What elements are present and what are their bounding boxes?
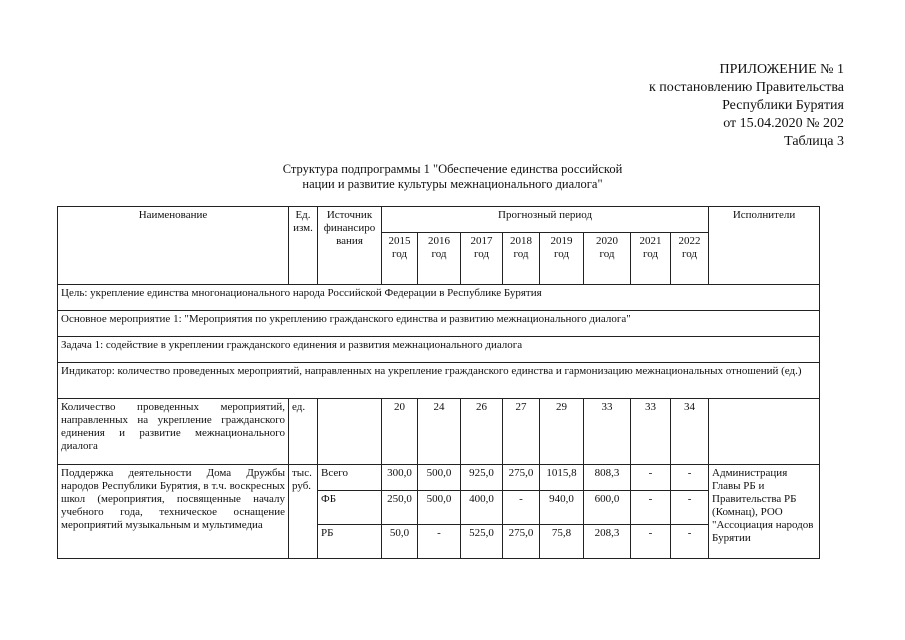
support-value: - bbox=[503, 491, 540, 525]
indicator-value: 20 bbox=[382, 399, 418, 465]
support-value: 50,0 bbox=[382, 525, 418, 559]
table-number: Таблица 3 bbox=[784, 134, 844, 149]
task-text: Задача 1: содействие в укреплении гражданского единения и развития межнационального диалога bbox=[58, 337, 820, 363]
support-value: 400,0 bbox=[461, 491, 503, 525]
support-value: 208,3 bbox=[584, 525, 631, 559]
support-value: 525,0 bbox=[461, 525, 503, 559]
support-name: Поддержка деятельности Дома Дружбы народов Республики Бурятия, в т.ч. воскресных школ (мероприятия, посвященные началу учебного года, техническое оснащение мероприятий музыкальным и мультимедиа bbox=[58, 465, 289, 559]
header-year: 2017 год bbox=[461, 233, 503, 285]
support-value: - bbox=[631, 465, 671, 491]
appendix-date: от 15.04.2020 № 202 bbox=[723, 116, 844, 131]
structure-table bbox=[57, 206, 820, 559]
support-value: 925,0 bbox=[461, 465, 503, 491]
support-value: - bbox=[671, 525, 709, 559]
support-value: 808,3 bbox=[584, 465, 631, 491]
indicator-text: Индикатор: количество проведенных мероприятий, направленных на укрепление гражданского единства и гармонизацию межнациональных отношений (ед.) bbox=[58, 363, 820, 399]
task-row bbox=[58, 337, 820, 363]
support-row-total bbox=[58, 465, 820, 491]
header-executors: Исполнители bbox=[709, 207, 820, 285]
appendix-resolution: к постановлению Правительства bbox=[648, 80, 844, 95]
support-value: 940,0 bbox=[540, 491, 584, 525]
support-unit: тыс. руб. bbox=[289, 465, 318, 559]
support-source: РБ bbox=[318, 525, 382, 559]
indicator-row bbox=[58, 363, 820, 399]
caption-line-1: Структура подпрограммы 1 "Обеспечение единства российской bbox=[282, 162, 623, 176]
indicator-name: Количество проведенных мероприятий, направленных на укрепление гражданского единения и развитие межнационального диалога bbox=[58, 399, 289, 465]
indicator-value: 34 bbox=[671, 399, 709, 465]
support-value: 1015,8 bbox=[540, 465, 584, 491]
header-year: 2018 год bbox=[503, 233, 540, 285]
support-value: 600,0 bbox=[584, 491, 631, 525]
indicator-value: 29 bbox=[540, 399, 584, 465]
indicator-value: 24 bbox=[418, 399, 461, 465]
header-unit: Ед. изм. bbox=[289, 207, 318, 285]
support-value: 500,0 bbox=[418, 491, 461, 525]
header-row bbox=[58, 207, 820, 233]
indicator-values-row bbox=[58, 399, 820, 465]
goal-row bbox=[58, 285, 820, 311]
support-value: 300,0 bbox=[382, 465, 418, 491]
header-year: 2016 год bbox=[418, 233, 461, 285]
caption-line-2: нации и развитие культуры межнационального диалога" bbox=[302, 177, 603, 191]
indicator-executor bbox=[709, 399, 820, 465]
appendix-republic: Республики Бурятия bbox=[722, 98, 844, 113]
indicator-source bbox=[318, 399, 382, 465]
support-source: ФБ bbox=[318, 491, 382, 525]
header-year: 2020 год bbox=[584, 233, 631, 285]
main-event-text: Основное мероприятие 1: "Мероприятия по укреплению гражданского единства и развитию межнационального диалога" bbox=[58, 311, 820, 337]
support-value: - bbox=[418, 525, 461, 559]
support-source: Всего bbox=[318, 465, 382, 491]
support-value: - bbox=[631, 491, 671, 525]
support-value: - bbox=[671, 491, 709, 525]
support-value: 250,0 bbox=[382, 491, 418, 525]
header-forecast: Прогнозный период bbox=[382, 207, 709, 233]
indicator-value: 27 bbox=[503, 399, 540, 465]
support-value: 275,0 bbox=[503, 525, 540, 559]
indicator-value: 33 bbox=[584, 399, 631, 465]
indicator-unit: ед. bbox=[289, 399, 318, 465]
support-value: 75,8 bbox=[540, 525, 584, 559]
indicator-value: 33 bbox=[631, 399, 671, 465]
support-value: - bbox=[631, 525, 671, 559]
indicator-value: 26 bbox=[461, 399, 503, 465]
support-executor: Администрация Главы РБ и Правительства РБ (Комнац), РОО "Ассоциация народов Бурятии bbox=[709, 465, 820, 559]
appendix-header bbox=[649, 61, 844, 151]
header-year: 2019 год bbox=[540, 233, 584, 285]
table-caption bbox=[0, 162, 905, 192]
header-name: Наименование bbox=[58, 207, 289, 285]
appendix-title: ПРИЛОЖЕНИЕ № 1 bbox=[719, 62, 844, 77]
header-year: 2021 год bbox=[631, 233, 671, 285]
goal-text: Цель: укрепление единства многонационального народа Российской Федерации в Республике Бурятия bbox=[58, 285, 820, 311]
header-year: 2022 год bbox=[671, 233, 709, 285]
main-event-row bbox=[58, 311, 820, 337]
header-year: 2015 год bbox=[382, 233, 418, 285]
support-value: 500,0 bbox=[418, 465, 461, 491]
support-value: 275,0 bbox=[503, 465, 540, 491]
support-value: - bbox=[671, 465, 709, 491]
header-source: Источник финансиро вания bbox=[318, 207, 382, 285]
